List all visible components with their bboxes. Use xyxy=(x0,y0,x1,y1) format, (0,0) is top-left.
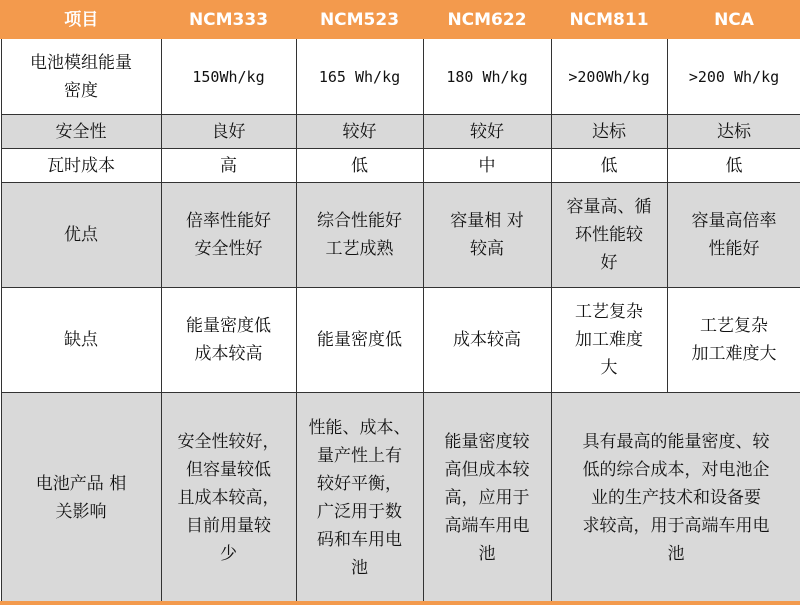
row-label: 电池产品 相 关影响 xyxy=(1,392,161,604)
cell-ncm523: 较好 xyxy=(296,115,423,149)
cell-ncm622: 180 Wh/kg xyxy=(423,39,551,115)
header-cell-ncm333: NCM333 xyxy=(161,1,296,39)
cell-ncm622: 能量密度较 高但成本较 高，应用于 高端车用电 池 xyxy=(423,392,551,604)
cell-ncm811: >200Wh/kg xyxy=(551,39,667,115)
cell-ncm811-nca-merged: 具有最高的能量密度、较 低的综合成本，对电池企 业的生产技术和设备要 求较高，用于高端车用电 池 xyxy=(551,392,800,604)
cell-ncm622: 较好 xyxy=(423,115,551,149)
cell-ncm523: 能量密度低 xyxy=(296,288,423,392)
row-cost xyxy=(1,149,800,183)
header-cell-nca: NCA xyxy=(667,1,800,39)
row-safety xyxy=(1,115,800,149)
cell-ncm333: 高 xyxy=(161,149,296,183)
cell-nca: 工艺复杂 加工难度大 xyxy=(667,288,800,392)
bottom-accent-bar xyxy=(0,601,800,605)
cell-ncm523: 综合性能好 工艺成熟 xyxy=(296,183,423,288)
cell-ncm523: 性能、成本、 量产性上有 较好平衡， 广泛用于数 码和车用电 池 xyxy=(296,392,423,604)
row-energy-density xyxy=(1,39,800,115)
row-label: 瓦时成本 xyxy=(1,149,161,183)
header-cell-ncm622: NCM622 xyxy=(423,1,551,39)
header-cell-ncm811: NCM811 xyxy=(551,1,667,39)
row-label: 安全性 xyxy=(1,115,161,149)
cell-ncm333: 能量密度低 成本较高 xyxy=(161,288,296,392)
cell-ncm811: 工艺复杂 加工难度 大 xyxy=(551,288,667,392)
cell-nca: >200 Wh/kg xyxy=(667,39,800,115)
header-row xyxy=(1,1,800,39)
cell-ncm622: 容量相 对 较高 xyxy=(423,183,551,288)
cell-ncm333: 良好 xyxy=(161,115,296,149)
row-disadvantages xyxy=(1,288,800,392)
row-label: 电池模组能量 密度 xyxy=(1,39,161,115)
cell-ncm333: 倍率性能好 安全性好 xyxy=(161,183,296,288)
header-cell-ncm523: NCM523 xyxy=(296,1,423,39)
cell-ncm811: 低 xyxy=(551,149,667,183)
cell-ncm333: 安全性较好， 但容量较低 且成本较高， 目前用量较 少 xyxy=(161,392,296,604)
cell-ncm333: 150Wh/kg xyxy=(161,39,296,115)
cell-ncm811: 容量高、循 环性能较 好 xyxy=(551,183,667,288)
cell-nca: 达标 xyxy=(667,115,800,149)
header-cell-item: 项目 xyxy=(1,1,161,39)
cell-ncm622: 中 xyxy=(423,149,551,183)
cell-ncm622: 成本较高 xyxy=(423,288,551,392)
cell-ncm523: 低 xyxy=(296,149,423,183)
row-advantages xyxy=(1,183,800,288)
cell-ncm811: 达标 xyxy=(551,115,667,149)
row-label: 缺点 xyxy=(1,288,161,392)
row-label: 优点 xyxy=(1,183,161,288)
row-product-impact xyxy=(1,392,800,604)
cell-nca: 低 xyxy=(667,149,800,183)
cell-nca: 容量高倍率 性能好 xyxy=(667,183,800,288)
cell-ncm523: 165 Wh/kg xyxy=(296,39,423,115)
